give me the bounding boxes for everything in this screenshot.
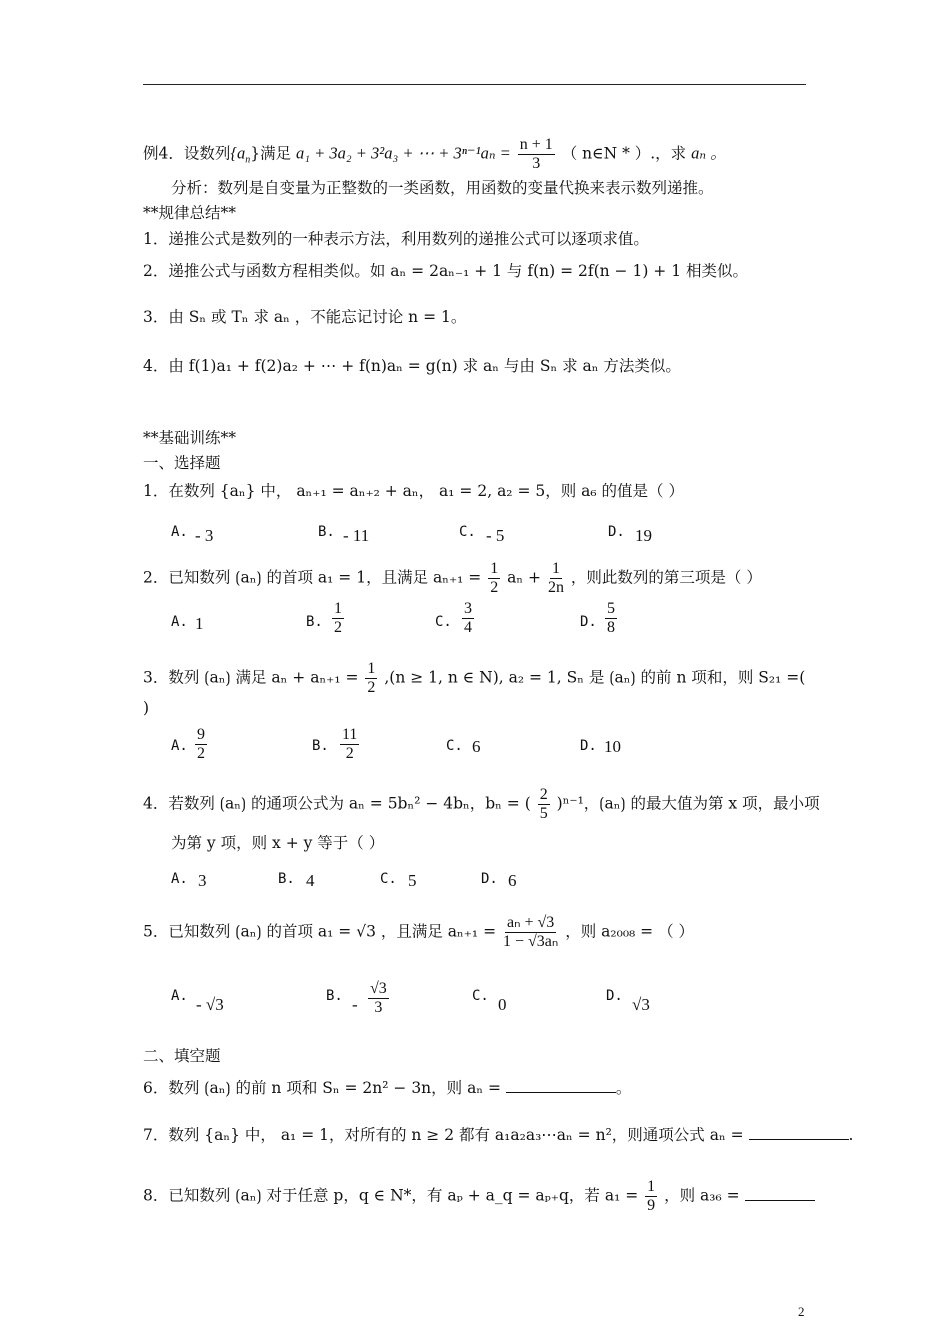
example-mid: }满足: [250, 144, 292, 163]
q2-option-c-label: C.: [435, 614, 452, 630]
q5-option-d: √3: [632, 995, 650, 1014]
question-8: 8．已知数列 ⟮aₙ⟯ 对于任意 p，q ∈ N*，有 aₚ + a_q = aₚ₊q，若 a₁ = $\frac{1}{9}$ ，则 a₃₆ =: [143, 1178, 815, 1215]
q1-option-c: - 5: [486, 526, 505, 545]
q3-option-d: 10: [604, 737, 621, 756]
example-4: 例4．设数列$\{a_n\}$满足 a₁ + 3a₂ + 3²a₃ + ⋯ + 3ⁿ⁻¹aₙ = $\frac{n + 1}{3}$ （ n∈N * ）.，求 aₙ 。: [143, 136, 727, 172]
summary-2: 2．递推公式与函数方程相类似。如 aₙ = 2aₙ₋₁ + 1 与 f(n) = 2f(n − 1) + 1 相类似。: [143, 262, 749, 280]
q5-option-b-prefix: -: [352, 995, 358, 1014]
seq-symbol: {a: [230, 143, 246, 163]
q4-option-c: 5: [408, 871, 417, 890]
q1-option-d-label: D.: [608, 524, 625, 540]
q4-option-d: 6: [508, 871, 517, 890]
question-2: 2．已知数列 ⟮aₙ⟯ 的首项 a₁ = 1，且满足 aₙ₊₁ = $\frac{1}{2}$ aₙ + $\frac{1}{2n}$ ，则此数列的第三项是（ ）: [143, 560, 762, 596]
q2-option-d: $\frac{5}{8}$: [607, 600, 615, 636]
section-fill: 二、填空题: [143, 1047, 221, 1065]
summary-title: **规律总结**: [143, 204, 237, 222]
q3-option-d-label: D.: [580, 738, 597, 754]
example-expr: a₁ + 3a₂ + 3²a₃ + ⋯ + 3ⁿ⁻¹aₙ =: [296, 143, 511, 163]
q6-answer-blank[interactable]: [506, 1078, 616, 1093]
q2-option-d-label: D.: [580, 614, 597, 630]
example-label: 例4．设数列: [143, 144, 231, 163]
question-5: 5．已知数列 ⟮aₙ⟯ 的首项 a₁ = √3 ，且满足 aₙ₊₁ = $\frac{\text{aₙ + √3}}{\text{1 − √3aₙ}}$ ，则 a₂₀₀₈ = （ ）: [143, 914, 695, 950]
question-7: 7．数列 {aₙ} 中， a₁ = 1，对所有的 n ≥ 2 都有 a₁a₂a₃⋯aₙ = n²，则通项公式 aₙ = .: [143, 1126, 854, 1144]
question-4: 4．若数列 ⟮aₙ⟯ 的通项公式为 aₙ = 5bₙ² − 4bₙ，bₙ = ( $\frac{2}{5}$ )ⁿ⁻¹，⟮aₙ⟯ 的最大值为第 x 项，最小项: [143, 786, 820, 822]
q1-option-a-label: A.: [171, 524, 188, 540]
example-frac: $\frac{n + 1}{3}$: [519, 136, 553, 172]
summary-3: 3．由 Sₙ 或 Tₙ 求 aₙ ，不能忘记讨论 n = 1。: [143, 308, 467, 326]
question-3: 3．数列 ⟮aₙ⟯ 满足 aₙ + aₙ₊₁ = $\frac{1}{2}$ ,(n ≥ 1, n ∈ N), a₂ = 1, Sₙ 是 ⟮aₙ⟯ 的前 n 项和，则 S₂₁ =(: [143, 660, 806, 696]
q5-option-b: $\frac{√3}{3}$: [370, 980, 387, 1016]
q4-option-a-label: A.: [171, 871, 188, 887]
q5-option-c-label: C.: [472, 988, 489, 1004]
page-number: 2: [798, 1304, 805, 1319]
q4-option-d-label: D.: [481, 871, 498, 887]
q4-option-b-label: B.: [278, 871, 295, 887]
analysis: 分析：数列是自变量为正整数的一类函数，用函数的变量代换来表示数列递推。: [171, 179, 714, 197]
q1-option-d: 19: [635, 526, 652, 545]
q1-option-b-label: B.: [318, 524, 335, 540]
q5-option-c: 0: [498, 995, 507, 1014]
q4-option-b: 4: [306, 871, 315, 890]
training-title: **基础训练**: [143, 429, 237, 447]
q4-option-c-label: C.: [380, 871, 397, 887]
section-choice: 一、选择题: [143, 454, 221, 472]
q3-option-a-label: A.: [171, 738, 188, 754]
q7-answer-blank[interactable]: [749, 1125, 849, 1140]
question-3-close: ): [143, 699, 150, 717]
example-cond: （ n∈N * ）.，求: [561, 144, 687, 163]
q5-option-a-label: A.: [171, 988, 188, 1004]
example-end: aₙ 。: [691, 143, 727, 163]
q2-option-a: 1: [195, 614, 204, 633]
q2-option-b-label: B.: [306, 614, 323, 630]
q3-option-b: $\frac{11}{2}$: [342, 726, 358, 762]
q8-answer-blank[interactable]: [745, 1186, 815, 1201]
q1-option-a: - 3: [195, 526, 214, 545]
question-6: 6．数列 ⟮aₙ⟯ 的前 n 项和 Sₙ = 2n² − 3n，则 aₙ = 。: [143, 1079, 632, 1097]
question-1: 1．在数列 {aₙ} 中， aₙ₊₁ = aₙ₊₂ + aₙ， a₁ = 2, a₂ = 5，则 a₆ 的值是（ ）: [143, 482, 684, 500]
q2-option-a-label: A.: [171, 614, 188, 630]
q5-option-d-label: D.: [606, 988, 623, 1004]
question-4-cont: 为第 y 项，则 x + y 等于（ ）: [171, 834, 385, 852]
q3-option-c: 6: [472, 737, 481, 756]
header-rule: [143, 84, 806, 85]
q3-option-c-label: C.: [446, 738, 463, 754]
summary-4: 4．由 f(1)a₁ + f(2)a₂ + ⋯ + f(n)aₙ = g(n) 求 aₙ 与由 Sₙ 求 aₙ 方法类似。: [143, 357, 681, 375]
summary-1: 1．递推公式是数列的一种表示方法，利用数列的递推公式可以逐项求值。: [143, 230, 649, 248]
q1-option-b: - 11: [343, 526, 370, 545]
q3-option-a: $\frac{9}{2}$: [197, 726, 205, 762]
q5-option-a: - √3: [196, 995, 224, 1014]
q1-option-c-label: C.: [459, 524, 476, 540]
q4-option-a: 3: [198, 871, 207, 890]
q3-option-b-label: B.: [312, 738, 329, 754]
q2-option-c: $\frac{3}{4}$: [464, 600, 472, 636]
q5-option-b-label: B.: [326, 988, 343, 1004]
q2-option-b: $\frac{1}{2}$: [334, 600, 342, 636]
